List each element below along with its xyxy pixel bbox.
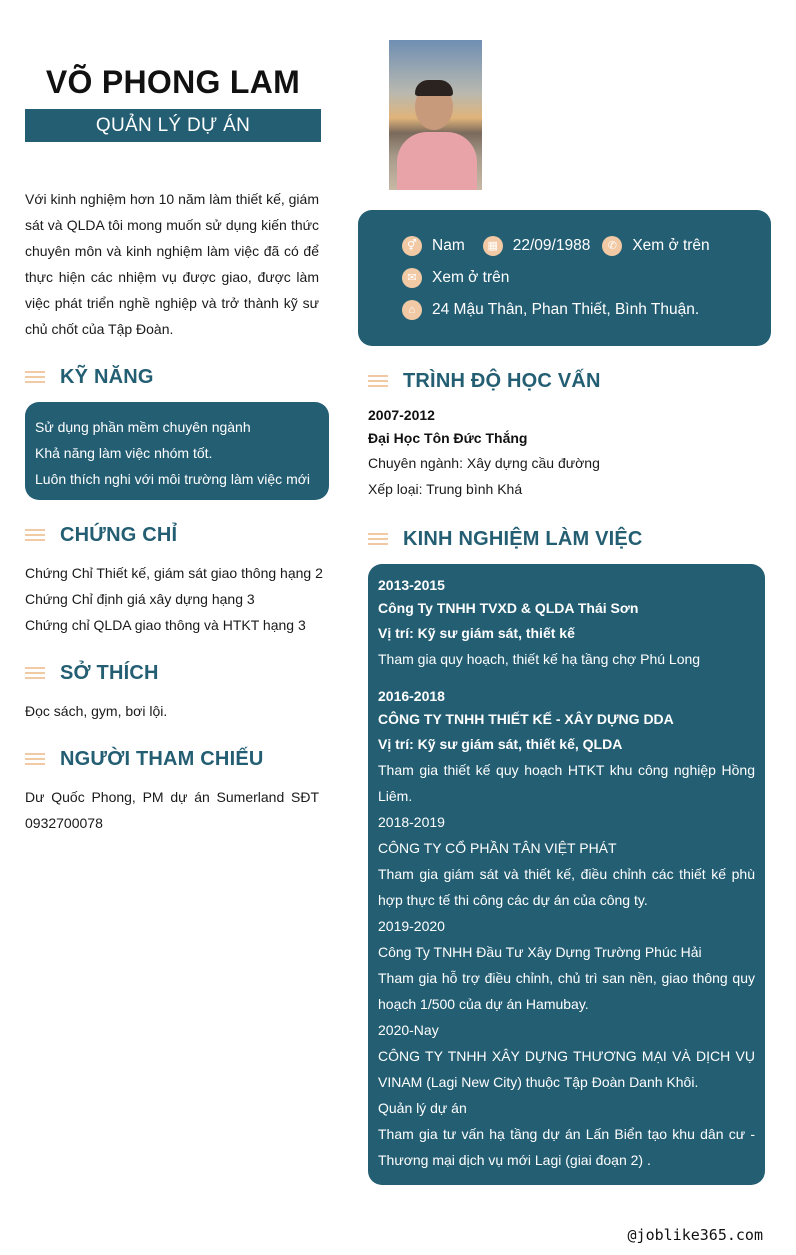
phone-value: Xem ở trên — [632, 237, 710, 254]
contact-box — [358, 210, 771, 346]
certificate-item: Chứng Chỉ Thiết kế, giám sát giao thông hạng 2 — [25, 565, 323, 581]
experience-role: Quản lý dự án — [378, 1100, 467, 1116]
skill-item: Luôn thích nghi với môi trường làm việc mới — [35, 471, 311, 487]
experience-heading — [368, 524, 643, 554]
experience-period: 2018-2019 — [378, 814, 445, 830]
skills-heading — [25, 362, 154, 392]
education-school: Đại Học Tôn Đức Thắng — [368, 430, 528, 446]
experience-heading-label: KINH NGHIỆM LÀM VIỆC — [403, 527, 643, 550]
phone-item — [602, 236, 709, 256]
certificates-list — [25, 560, 329, 638]
experience-company: Công Ty TNHH Đầu Tư Xây Dựng Trường Phúc Hải — [378, 944, 702, 960]
job-title-banner: QUẢN LÝ DỰ ÁN — [25, 109, 321, 142]
experience-period: 2016-2018 — [378, 688, 445, 704]
contact-row — [402, 230, 771, 262]
address-value: 24 Mậu Thân, Phan Thiết, Bình Thuận. — [432, 301, 700, 318]
menu-lines-icon — [368, 375, 388, 387]
menu-lines-icon — [25, 371, 45, 383]
experience-period: 2019-2020 — [378, 918, 445, 934]
menu-lines-icon — [368, 533, 388, 545]
home-icon: ⌂ — [402, 300, 422, 320]
reference-text: Dư Quốc Phong, PM dự án Sumerland SĐT 0932700078 — [25, 789, 319, 831]
experience-period: 2020-Nay — [378, 1022, 439, 1038]
education-major: Chuyên ngành: Xây dựng cầu đường — [368, 455, 600, 471]
experience-desc: Tham gia tư vấn hạ tầng dự án Lấn Biển tạo khu dân cư - Thương mại dịch vụ mới Lagi (giai đoạn 2) . — [378, 1126, 755, 1168]
experience-period: 2013-2015 — [378, 577, 445, 593]
references-heading-label: NGƯỜI THAM CHIẾU — [60, 747, 264, 770]
experience-box — [368, 564, 765, 1185]
hobbies-heading — [25, 658, 159, 688]
education-period: 2007-2012 — [368, 407, 435, 423]
birthday-item — [483, 236, 591, 256]
phone-icon: ✆ — [602, 236, 622, 256]
gender-value: Nam — [432, 237, 465, 254]
hobbies-heading-label: SỞ THÍCH — [60, 661, 159, 684]
menu-lines-icon — [25, 667, 45, 679]
address-item — [402, 300, 699, 320]
hobbies-text-wrap — [25, 698, 329, 724]
certificate-item: Chứng Chỉ định giá xây dựng hạng 3 — [25, 591, 255, 607]
education-heading — [368, 366, 601, 396]
career-summary: Với kinh nghiệm hơn 10 năm làm thiết kế, giám sát và QLDA tôi mong muốn sử dụng kiến thức chuyên môn và kinh nghiệm làm việc đã có để thực hiện các nhiệm vụ được giao, được làm việc phát triển nghề nghiệp và trở thành kỹ sư chủ chốt của Tập Đoàn. — [25, 191, 319, 337]
skill-item: Sử dụng phần mềm chuyên ngành — [35, 419, 251, 435]
hobbies-text: Đọc sách, gym, bơi lội. — [25, 703, 168, 719]
gender-item — [402, 236, 465, 256]
certificates-heading — [25, 520, 177, 550]
certificate-item: Chứng chỉ QLDA giao thông và HTKT hạng 3 — [25, 617, 306, 633]
email-item — [402, 268, 509, 288]
menu-lines-icon — [25, 753, 45, 765]
experience-role: Vị trí: Kỹ sư giám sát, thiết kế — [378, 625, 575, 641]
education-heading-label: TRÌNH ĐỘ HỌC VẤN — [403, 369, 601, 392]
email-value: Xem ở trên — [432, 269, 510, 286]
experience-company: CÔNG TY TNHH XÂY DỰNG THƯƠNG MẠI VÀ DỊCH VỤ VINAM (Lagi New City) thuộc Tập Đoàn Danh Khôi. — [378, 1048, 755, 1090]
skills-box — [25, 402, 329, 500]
profile-photo — [389, 40, 482, 190]
contact-row — [402, 262, 771, 294]
email-icon: ✉ — [402, 268, 422, 288]
menu-lines-icon — [25, 529, 45, 541]
site-watermark: @joblike365.com — [627, 1226, 763, 1244]
experience-company: CÔNG TY TNHH THIẾT KẾ - XÂY DỰNG DDA — [378, 711, 674, 727]
education-grade: Xếp loại: Trung bình Khá — [368, 481, 523, 497]
experience-role: Vị trí: Kỹ sư giám sát, thiết kế, QLDA — [378, 736, 623, 752]
education-entry — [368, 404, 768, 502]
experience-desc: Tham gia giám sát và thiết kế, điều chỉnh các thiết kế phù hợp thực tế thi công các dự án của công ty. — [378, 866, 755, 908]
gender-icon: ⚥ — [402, 236, 422, 256]
experience-company: Công Ty TNHH TVXD & QLDA Thái Sơn — [378, 600, 639, 616]
experience-desc: Tham gia quy hoạch, thiết kế hạ tầng chợ Phú Long — [378, 651, 701, 667]
birthday-value: 22/09/1988 — [512, 237, 591, 254]
candidate-name: VÕ PHONG LAM — [45, 64, 301, 100]
contact-row — [402, 294, 771, 326]
experience-company: CÔNG TY CỔ PHẦN TÂN VIỆT PHÁT — [378, 840, 617, 856]
experience-desc: Tham gia hỗ trợ điều chỉnh, chủ trì san nền, giao thông quy hoạch 1/500 của dự án Hamubay. — [378, 970, 755, 1012]
certificates-heading-label: CHỨNG CHỈ — [60, 523, 178, 546]
experience-desc: Tham gia thiết kế quy hoạch HTKT khu công nghiệp Hồng Liêm. — [378, 762, 755, 804]
skills-heading-label: KỸ NĂNG — [60, 365, 154, 388]
skill-item: Khả năng làm việc nhóm tốt. — [35, 445, 213, 461]
calendar-icon: ▦ — [483, 236, 503, 256]
references-heading — [25, 744, 264, 774]
